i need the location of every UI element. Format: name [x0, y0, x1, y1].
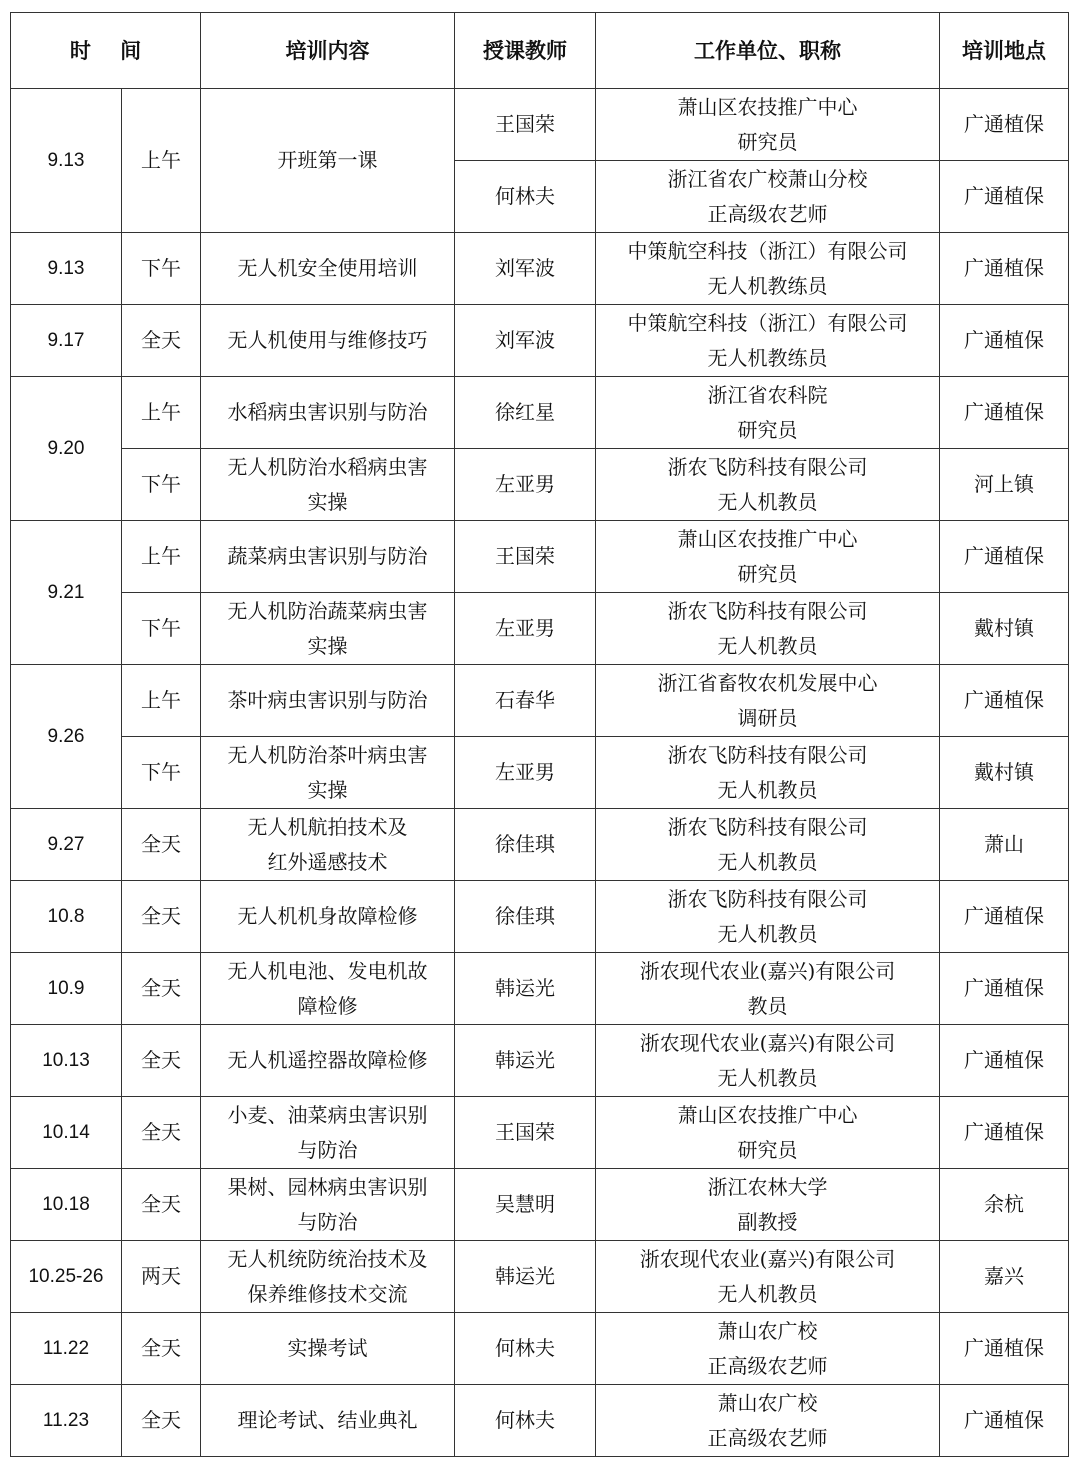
unit-cell — [596, 521, 940, 593]
unit-cell — [596, 809, 940, 881]
content-line: 无人机防治蔬菜病虫害 — [227, 598, 428, 623]
table-row — [11, 1385, 1069, 1457]
location-cell: 广通植保 — [940, 521, 1069, 593]
unit-name: 浙农飞防科技有限公司 — [667, 742, 868, 767]
unit-name: 萧山农广校 — [717, 1318, 818, 1343]
period-cell: 上午 — [122, 521, 201, 593]
unit-cell — [596, 161, 940, 233]
content-cell — [201, 665, 455, 737]
period-cell: 下午 — [122, 449, 201, 521]
unit-cell — [596, 1385, 940, 1457]
location-cell: 广通植保 — [940, 233, 1069, 305]
period-cell: 全天 — [122, 1025, 201, 1097]
content-line: 与防治 — [297, 1209, 358, 1234]
content-line: 与防治 — [297, 1137, 358, 1162]
unit-name: 浙江省农广校萧山分校 — [667, 166, 868, 191]
unit-title: 调研员 — [737, 705, 798, 730]
table-row — [11, 737, 1069, 809]
header-content: 培训内容 — [201, 13, 455, 89]
header-teacher: 授课教师 — [455, 13, 596, 89]
content-cell — [201, 89, 455, 233]
teacher-cell: 徐红星 — [455, 377, 596, 449]
teacher-cell: 韩运光 — [455, 1025, 596, 1097]
header-unit: 工作单位、职称 — [596, 13, 940, 89]
table-row — [11, 305, 1069, 377]
teacher-cell: 韩运光 — [455, 1241, 596, 1313]
location-cell: 广通植保 — [940, 1025, 1069, 1097]
date-cell: 9.26 — [11, 665, 122, 809]
content-line: 红外遥感技术 — [267, 849, 388, 874]
date-cell: 11.23 — [11, 1385, 122, 1457]
location-cell: 广通植保 — [940, 1385, 1069, 1457]
header-time: 时 间 — [11, 13, 201, 89]
unit-title: 研究员 — [737, 561, 798, 586]
table-row — [11, 233, 1069, 305]
unit-name: 浙农现代农业(嘉兴)有限公司 — [639, 1246, 896, 1271]
table-row — [11, 809, 1069, 881]
unit-title: 研究员 — [737, 1137, 798, 1162]
date-cell: 10.13 — [11, 1025, 122, 1097]
unit-cell — [596, 665, 940, 737]
unit-name: 萧山区农技推广中心 — [677, 1102, 858, 1127]
location-cell: 广通植保 — [940, 1097, 1069, 1169]
content-cell — [201, 1313, 455, 1385]
unit-cell — [596, 593, 940, 665]
table-row — [11, 1313, 1069, 1385]
table-row — [11, 1025, 1069, 1097]
unit-title: 正高级农艺师 — [707, 201, 828, 226]
unit-cell — [596, 881, 940, 953]
date-cell: 9.27 — [11, 809, 122, 881]
unit-cell — [596, 1241, 940, 1313]
location-cell: 广通植保 — [940, 665, 1069, 737]
period-cell: 上午 — [122, 665, 201, 737]
period-cell: 上午 — [122, 377, 201, 449]
date-cell: 10.18 — [11, 1169, 122, 1241]
unit-cell — [596, 1097, 940, 1169]
content-line: 实操 — [307, 633, 348, 658]
unit-title: 无人机教练员 — [707, 273, 828, 298]
training-schedule-table — [10, 12, 1069, 1457]
date-cell: 9.21 — [11, 521, 122, 665]
unit-title: 研究员 — [737, 129, 798, 154]
date-cell: 11.22 — [11, 1313, 122, 1385]
date-cell: 10.14 — [11, 1097, 122, 1169]
table-row — [11, 89, 1069, 161]
header-location: 培训地点 — [940, 13, 1069, 89]
location-cell: 广通植保 — [940, 161, 1069, 233]
unit-name: 萧山农广校 — [717, 1390, 818, 1415]
period-cell: 上午 — [122, 89, 201, 233]
unit-cell — [596, 1313, 940, 1385]
unit-title: 正高级农艺师 — [707, 1353, 828, 1378]
content-cell — [201, 1097, 455, 1169]
teacher-cell: 左亚男 — [455, 449, 596, 521]
table-row — [11, 449, 1069, 521]
unit-name: 萧山区农技推广中心 — [677, 94, 858, 119]
unit-name: 浙农飞防科技有限公司 — [667, 814, 868, 839]
table-row — [11, 953, 1069, 1025]
unit-name: 浙江省农科院 — [707, 382, 828, 407]
content-cell — [201, 449, 455, 521]
teacher-cell: 徐佳琪 — [455, 881, 596, 953]
unit-name: 萧山区农技推广中心 — [677, 526, 858, 551]
teacher-cell: 左亚男 — [455, 737, 596, 809]
unit-title: 副教授 — [737, 1209, 798, 1234]
unit-title: 无人机教员 — [717, 921, 818, 946]
content-cell — [201, 1025, 455, 1097]
teacher-cell: 左亚男 — [455, 593, 596, 665]
teacher-cell: 王国荣 — [455, 1097, 596, 1169]
content-line: 实操考试 — [287, 1336, 368, 1360]
content-cell — [201, 521, 455, 593]
unit-name: 浙农飞防科技有限公司 — [667, 598, 868, 623]
content-line: 果树、园林病虫害识别 — [227, 1174, 428, 1199]
location-cell: 戴村镇 — [940, 593, 1069, 665]
table-row — [11, 1169, 1069, 1241]
content-line: 小麦、油菜病虫害识别 — [227, 1102, 428, 1127]
unit-name: 中策航空科技（浙江）有限公司 — [627, 310, 908, 335]
content-line: 实操 — [307, 777, 348, 802]
content-line: 障检修 — [297, 993, 358, 1018]
unit-cell — [596, 1025, 940, 1097]
unit-title: 无人机教员 — [717, 633, 818, 658]
content-cell — [201, 1241, 455, 1313]
unit-title: 正高级农艺师 — [707, 1425, 828, 1450]
unit-name: 浙农现代农业(嘉兴)有限公司 — [639, 1030, 896, 1055]
content-line: 蔬菜病虫害识别与防治 — [227, 544, 428, 568]
unit-cell — [596, 953, 940, 1025]
period-cell: 全天 — [122, 1385, 201, 1457]
content-cell — [201, 377, 455, 449]
content-line: 开班第一课 — [277, 148, 378, 172]
unit-cell — [596, 449, 940, 521]
period-cell: 全天 — [122, 881, 201, 953]
content-line: 实操 — [307, 489, 348, 514]
unit-title: 无人机教练员 — [707, 345, 828, 370]
period-cell: 全天 — [122, 1097, 201, 1169]
date-cell: 10.8 — [11, 881, 122, 953]
content-cell — [201, 1385, 455, 1457]
unit-cell — [596, 233, 940, 305]
teacher-cell: 何林夫 — [455, 1385, 596, 1457]
unit-title: 研究员 — [737, 417, 798, 442]
teacher-cell: 刘军波 — [455, 233, 596, 305]
table-header-row — [11, 13, 1069, 89]
unit-title: 无人机教员 — [717, 1281, 818, 1306]
content-line: 茶叶病虫害识别与防治 — [227, 688, 428, 712]
unit-cell — [596, 1169, 940, 1241]
content-line: 无人机防治茶叶病虫害 — [227, 742, 428, 767]
content-line: 无人机航拍技术及 — [247, 814, 408, 839]
content-line: 无人机使用与维修技巧 — [227, 328, 428, 352]
content-cell — [201, 737, 455, 809]
location-cell: 嘉兴 — [940, 1241, 1069, 1313]
teacher-cell: 刘军波 — [455, 305, 596, 377]
location-cell: 广通植保 — [940, 881, 1069, 953]
table-row — [11, 1097, 1069, 1169]
content-cell — [201, 953, 455, 1025]
unit-title: 无人机教员 — [717, 849, 818, 874]
content-cell — [201, 881, 455, 953]
content-cell — [201, 305, 455, 377]
unit-name: 浙江农林大学 — [707, 1174, 828, 1199]
unit-cell — [596, 377, 940, 449]
table-row — [11, 377, 1069, 449]
content-cell — [201, 233, 455, 305]
teacher-cell: 王国荣 — [455, 89, 596, 161]
content-line: 无人机防治水稻病虫害 — [227, 454, 428, 479]
date-cell: 9.13 — [11, 233, 122, 305]
unit-cell — [596, 89, 940, 161]
unit-name: 浙江省畜牧农机发展中心 — [657, 670, 878, 695]
content-line: 水稻病虫害识别与防治 — [227, 400, 428, 424]
location-cell: 广通植保 — [940, 377, 1069, 449]
content-line: 无人机统防统治技术及 — [227, 1246, 428, 1271]
content-cell — [201, 809, 455, 881]
date-cell: 10.25-26 — [11, 1241, 122, 1313]
period-cell: 全天 — [122, 1313, 201, 1385]
period-cell: 全天 — [122, 809, 201, 881]
content-line: 保养维修技术交流 — [247, 1281, 408, 1306]
unit-title: 教员 — [747, 993, 788, 1018]
unit-name: 中策航空科技（浙江）有限公司 — [627, 238, 908, 263]
period-cell: 全天 — [122, 953, 201, 1025]
location-cell: 河上镇 — [940, 449, 1069, 521]
teacher-cell: 石春华 — [455, 665, 596, 737]
content-line: 无人机机身故障检修 — [237, 904, 418, 928]
teacher-cell: 韩运光 — [455, 953, 596, 1025]
content-line: 理论考试、结业典礼 — [237, 1408, 418, 1432]
unit-title: 无人机教员 — [717, 489, 818, 514]
unit-cell — [596, 737, 940, 809]
period-cell: 全天 — [122, 1169, 201, 1241]
location-cell: 余杭 — [940, 1169, 1069, 1241]
date-cell: 10.9 — [11, 953, 122, 1025]
unit-name: 浙农飞防科技有限公司 — [667, 454, 868, 479]
content-cell — [201, 593, 455, 665]
content-line: 无人机遥控器故障检修 — [227, 1048, 428, 1072]
teacher-cell: 吴慧明 — [455, 1169, 596, 1241]
date-cell: 9.17 — [11, 305, 122, 377]
period-cell: 全天 — [122, 305, 201, 377]
period-cell: 下午 — [122, 737, 201, 809]
location-cell: 广通植保 — [940, 953, 1069, 1025]
table-row — [11, 593, 1069, 665]
location-cell: 萧山 — [940, 809, 1069, 881]
location-cell: 戴村镇 — [940, 737, 1069, 809]
content-cell — [201, 1169, 455, 1241]
content-line: 无人机安全使用培训 — [237, 256, 418, 280]
date-cell: 9.20 — [11, 377, 122, 521]
unit-cell — [596, 305, 940, 377]
table-row — [11, 521, 1069, 593]
teacher-cell: 徐佳琪 — [455, 809, 596, 881]
table-row — [11, 665, 1069, 737]
period-cell: 下午 — [122, 593, 201, 665]
period-cell: 下午 — [122, 233, 201, 305]
table-row — [11, 881, 1069, 953]
date-cell: 9.13 — [11, 89, 122, 233]
unit-title: 无人机教员 — [717, 777, 818, 802]
teacher-cell: 王国荣 — [455, 521, 596, 593]
location-cell: 广通植保 — [940, 89, 1069, 161]
location-cell: 广通植保 — [940, 305, 1069, 377]
teacher-cell: 何林夫 — [455, 161, 596, 233]
teacher-cell: 何林夫 — [455, 1313, 596, 1385]
content-line: 无人机电池、发电机故 — [227, 958, 428, 983]
unit-name: 浙农飞防科技有限公司 — [667, 886, 868, 911]
table-row — [11, 1241, 1069, 1313]
period-cell: 两天 — [122, 1241, 201, 1313]
unit-name: 浙农现代农业(嘉兴)有限公司 — [639, 958, 896, 983]
location-cell: 广通植保 — [940, 1313, 1069, 1385]
unit-title: 无人机教员 — [717, 1065, 818, 1090]
